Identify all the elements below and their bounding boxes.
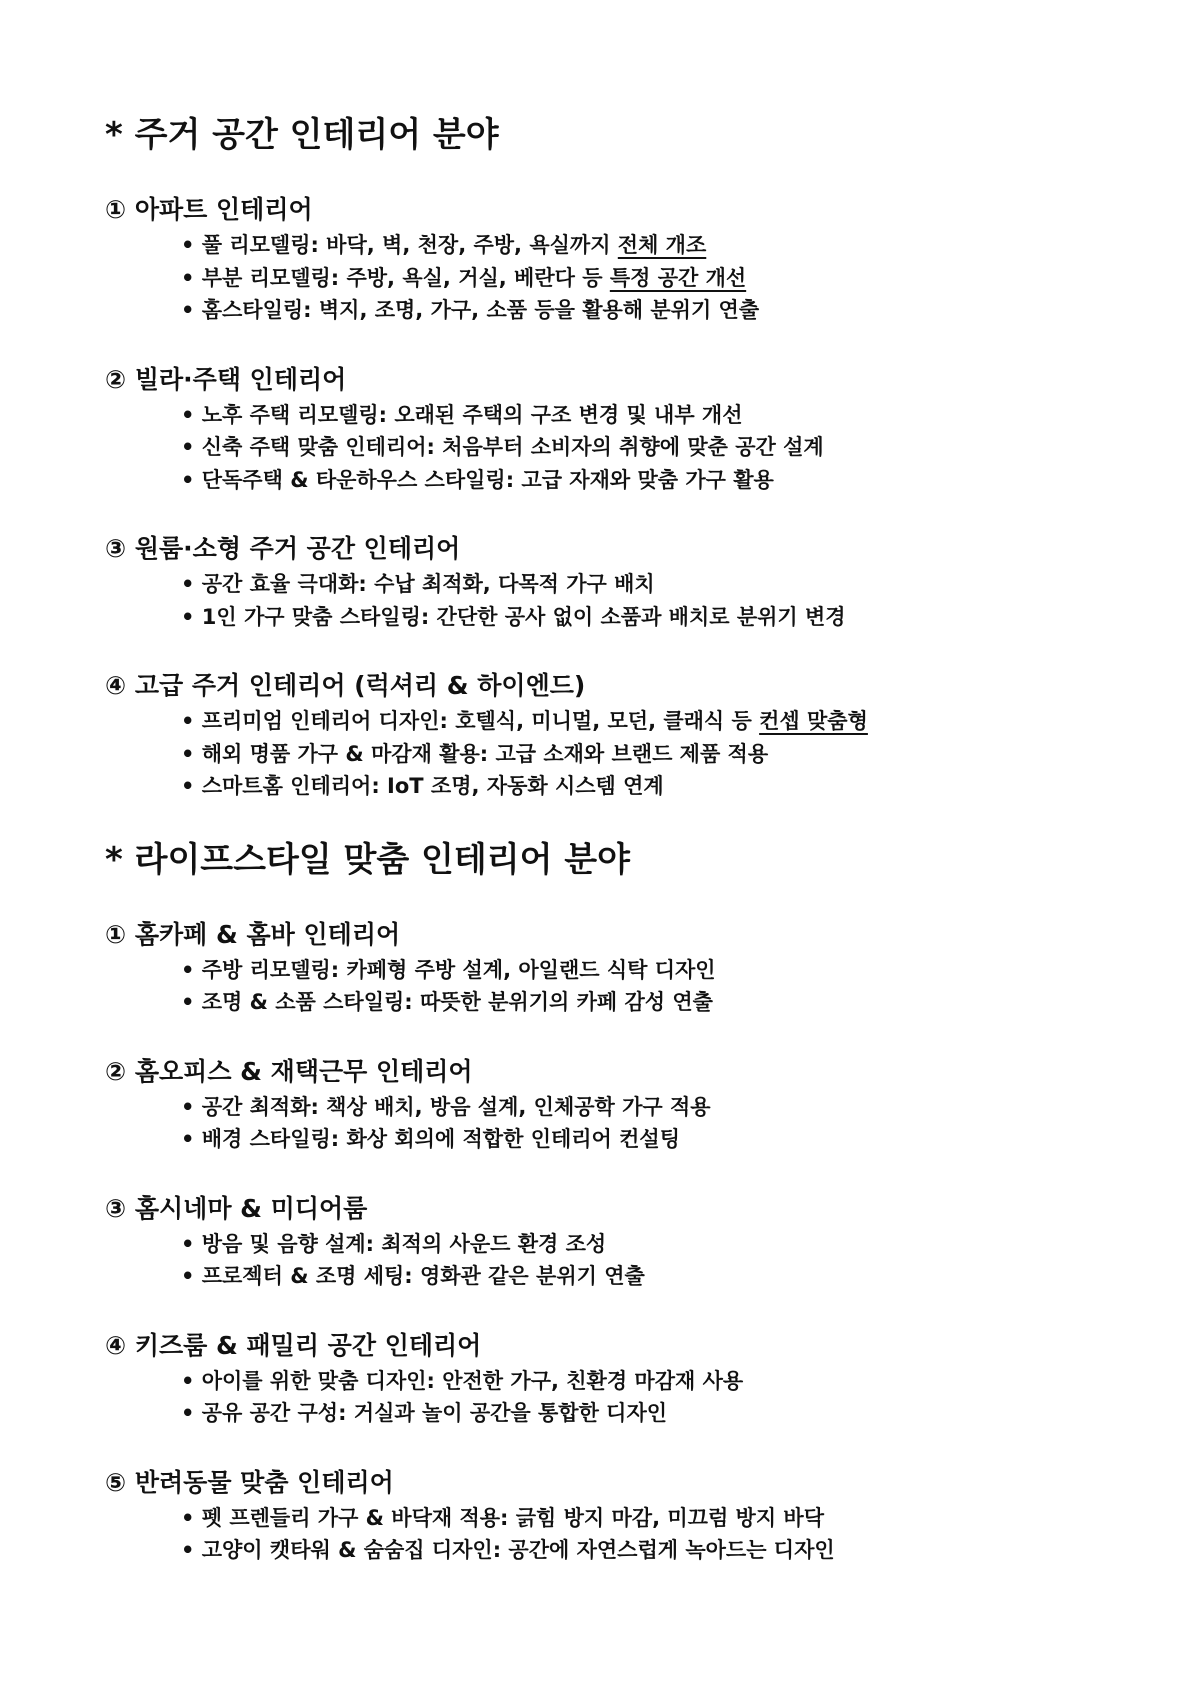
subsection-heading: ④ 키즈룸 & 패밀리 공간 인테리어: [105, 1330, 482, 1360]
bullet-list: [181, 568, 1130, 633]
item-text: • 고양이 캣타워 & 숨숨집 디자인: 공간에 자연스럽게 녹아드는 디자인: [181, 1538, 835, 1562]
item-text: • 해외 명품 가구 & 마감재 활용: 고급 소재와 브랜드 제품 적용: [181, 741, 769, 766]
item-text: • 방음 및 음향 설계: 최적의 사운드 환경 조성: [181, 1231, 607, 1256]
item-text: • 펫 프렌들리 가구 & 바닥재 적용: 긁힘 방지 마감, 미끄럼 방지 바닥: [181, 1505, 824, 1530]
subsection-heading: ② 홈오피스 & 재택근무 인테리어: [105, 1056, 473, 1086]
subsection-heading: ③ 홈시네마 & 미디어룸: [105, 1193, 368, 1223]
list-item: [181, 1260, 1130, 1293]
item-text: • 배경 스타일링: 화상 회의에 적합한 인테리어 컨설팅: [181, 1127, 681, 1151]
bullet-list: [181, 1091, 1130, 1156]
list-item: [181, 399, 1130, 432]
item-emphasis: 전체 개조: [617, 233, 707, 257]
item-text: • 풀 리모델링: 바닥, 벽, 천장, 주방, 욕실까지: [181, 233, 618, 257]
section-heading: * 라이프스타일 맞춤 인테리어 분야: [105, 839, 630, 880]
item-text: • 1인 가구 맞춤 스타일링: 간단한 공사 없이 소품과 배치로 분위기 변경: [181, 604, 846, 629]
list-item: [181, 1228, 1130, 1261]
list-item: [181, 294, 1130, 327]
subsection-home-cinema: [105, 1192, 1130, 1293]
subsection-home-cafe: [105, 918, 1130, 1019]
subsection-villa-house: [105, 363, 1130, 497]
list-item: [181, 770, 1130, 803]
subsection-heading: ⑤ 반려동물 맞춤 인테리어: [105, 1467, 394, 1497]
item-text: • 공간 최적화: 책상 배치, 방음 설계, 인체공학 가구 적용: [181, 1094, 711, 1119]
list-item: [181, 1365, 1130, 1398]
item-text: • 신축 주택 맞춤 인테리어: 처음부터 소비자의 취향에 맞춘 공간 설계: [181, 435, 824, 459]
subsection-heading: ② 빌라·주택 인테리어: [105, 364, 347, 394]
bullet-list: [181, 399, 1130, 497]
item-text: • 스마트홈 인테리어: IoT 조명, 자동화 시스템 연계: [181, 774, 664, 798]
item-text: • 공간 효율 극대화: 수납 최적화, 다목적 가구 배치: [181, 572, 655, 596]
list-item: [181, 1534, 1130, 1567]
subsection-heading: ① 홈카페 & 홈바 인테리어: [105, 919, 401, 949]
list-item: [181, 464, 1130, 497]
subsection-heading: ① 아파트 인테리어: [105, 195, 313, 224]
list-item: [181, 229, 1130, 262]
section-heading: * 주거 공간 인테리어 분야: [105, 115, 499, 155]
item-text: • 프리미엄 인테리어 디자인: 호텔식, 미니멀, 모던, 클래식 등: [181, 709, 760, 733]
subsection-luxury: [105, 669, 1130, 803]
item-text: • 프로젝터 & 조명 세팅: 영화관 같은 분위기 연출: [181, 1264, 645, 1288]
bullet-list: [181, 954, 1130, 1019]
item-emphasis: 컨셉 맞춤형: [759, 709, 868, 733]
bullet-list: [181, 1365, 1130, 1430]
item-text: • 단독주택 & 타운하우스 스타일링: 고급 자재와 맞춤 가구 활용: [181, 467, 774, 492]
list-item: [181, 1091, 1130, 1124]
item-text: • 홈스타일링: 벽지, 조명, 가구, 소품 등을 활용해 분위기 연출: [181, 298, 760, 322]
item-text: • 노후 주택 리모델링: 오래된 주택의 구조 변경 및 내부 개선: [181, 402, 743, 427]
bullet-list: [181, 1502, 1130, 1567]
list-item: [181, 262, 1130, 295]
subsection-heading: ④ 고급 주거 인테리어 (럭셔리 & 하이엔드): [105, 671, 586, 700]
list-item: [181, 431, 1130, 464]
list-item: [181, 954, 1130, 987]
subsection-home-office: [105, 1055, 1130, 1156]
list-item: [181, 601, 1130, 634]
list-item: [181, 1502, 1130, 1535]
item-text: • 조명 & 소품 스타일링: 따뜻한 분위기의 카페 감성 연출: [181, 990, 713, 1014]
item-text: • 주방 리모델링: 카페형 주방 설계, 아일랜드 식탁 디자인: [181, 957, 716, 982]
bullet-list: [181, 1228, 1130, 1293]
list-item: [181, 1123, 1130, 1156]
section-lifestyle: [105, 838, 1130, 1567]
section-residential: [105, 113, 1130, 803]
subsection-apartment: [105, 193, 1130, 327]
list-item: [181, 738, 1130, 771]
list-item: [181, 705, 1130, 738]
item-text: • 아이를 위한 맞춤 디자인: 안전한 가구, 친환경 마감재 사용: [181, 1368, 744, 1393]
bullet-list: [181, 229, 1130, 327]
list-item: [181, 1397, 1130, 1430]
item-text: • 부분 리모델링: 주방, 욕실, 거실, 베란다 등: [181, 265, 610, 290]
subsection-pet: [105, 1466, 1130, 1567]
item-emphasis: 특정 공간 개선: [609, 265, 747, 290]
list-item: [181, 986, 1130, 1019]
subsection-studio-small: [105, 532, 1130, 633]
subsection-kids-family: [105, 1329, 1130, 1430]
list-item: [181, 568, 1130, 601]
subsection-heading: ③ 원룸·소형 주거 공간 인테리어: [105, 534, 461, 563]
bullet-list: [181, 705, 1130, 803]
item-text: • 공유 공간 구성: 거실과 놀이 공간을 통합한 디자인: [181, 1401, 668, 1425]
